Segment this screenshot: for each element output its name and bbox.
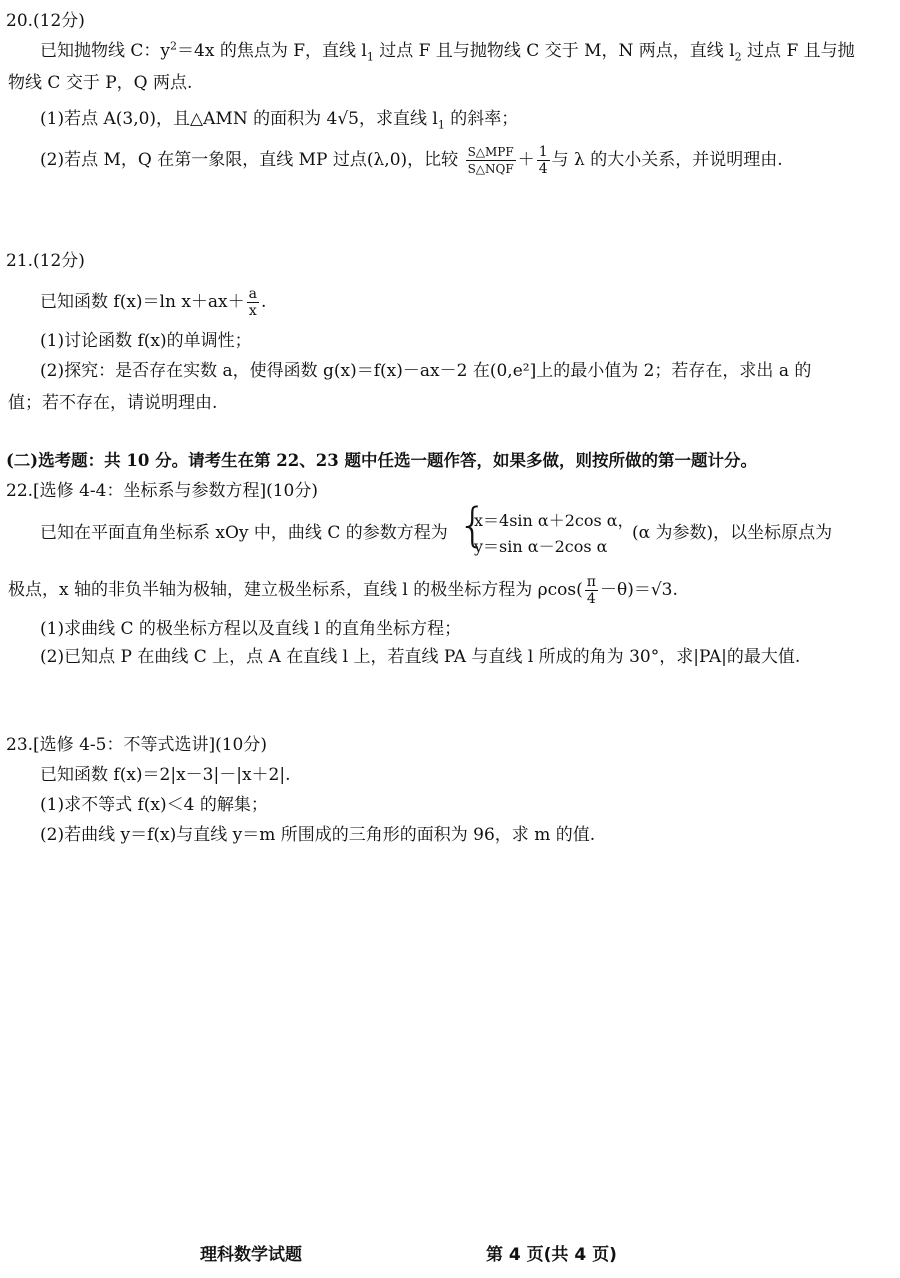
footer-page-number: 第 4 页(共 4 页)	[486, 1245, 617, 1265]
q21-part2-line2: 值；若不存在，请说明理由.	[8, 393, 218, 413]
brace-symbol: {	[458, 498, 488, 552]
q23-header: 23.[选修 4-5：不等式选讲](10分)	[6, 735, 267, 755]
q23-part2: (2)若曲线 y＝f(x)与直线 y＝m 所围成的三角形的面积为 96，求 m 的值.	[40, 825, 596, 845]
q22-stem-b: (α 为参数)，以坐标原点为	[632, 523, 833, 543]
q21-header: 21.(12分)	[6, 251, 85, 271]
q21-part2-line1: (2)探究：是否存在实数 a，使得函数 g(x)＝f(x)－ax－2 在(0,e²]上的最小值为 2；若存在，求出 a 的	[40, 361, 812, 381]
q22-stem-line2: 极点，x 轴的非负半轴为极轴，建立极坐标系，直线 l 的极坐标方程为 ρcos( $\frac{\pi}{4}$ －θ)＝√3.	[8, 574, 678, 607]
q21-fraction: $\frac{a}{x}$	[248, 286, 258, 319]
q22-parametric-system: { x＝4sin α＋2cos α， y＝sin α－2cos α	[458, 498, 634, 556]
q23-stem: 已知函数 f(x)＝2|x－3|－|x＋2|.	[40, 765, 291, 785]
footer-title: 理科数学试题	[200, 1245, 302, 1265]
q20-stem-line2: 物线 C 交于 P，Q 两点.	[8, 73, 193, 93]
q22-part2: (2)已知点 P 在曲线 C 上，点 A 在直线 l 上，若直线 PA 与直线 l 所成的角为 30°，求|PA|的最大值.	[40, 647, 801, 667]
q20-quarter-fraction: $\frac{1}{4}$	[538, 144, 548, 177]
q20-part1: (1)若点 A(3,0)，且△AMN 的面积为 4√5，求直线 $l_1$ 的斜率；	[40, 109, 519, 132]
q20-ratio-fraction: $\frac{\text{S△MPF}}{\text{S△NQF}}$	[467, 145, 514, 176]
q22-header: 22.[选修 4-4：坐标系与参数方程](10分)	[6, 481, 318, 501]
q22-part1: (1)求曲线 C 的极坐标方程以及直线 l 的直角坐标方程；	[40, 619, 462, 639]
q20-header: 20.(12分)	[6, 11, 85, 31]
q20-part2: (2)若点 M，Q 在第一象限，直线 MP 过点(λ,0)，比较 $\frac{\text{S△MPF}}{\text{S△NQF}}$ ＋ $\frac{1}{4}$ 与 λ 的大小关系，并说明理由.	[40, 144, 783, 177]
q20-stem-line1: 已知抛物线 C：$y^2=4x$ 的焦点为 F，直线 $l_1$ 过点 F 且与抛物线 C 交于 M，N 两点，直线 $l_2$ 过点 F 且与抛	[40, 39, 855, 64]
q22-pi-fraction: $\frac{\pi}{4}$	[586, 574, 596, 607]
q23-part1: (1)求不等式 f(x)＜4 的解集；	[40, 795, 268, 815]
q21-part1: (1)讨论函数 f(x)的单调性；	[40, 331, 252, 351]
q22-stem-a: 已知在平面直角坐标系 xOy 中，曲线 C 的参数方程为	[40, 523, 448, 543]
section2-title: (二)选考题：共 10 分。请考生在第 22、23 题中任选一题作答，如果多做，则按所做的第一题计分。	[6, 451, 757, 470]
q21-stem: 已知函数 f(x)＝ln x＋ax＋ $\frac{a}{x}$ .	[40, 286, 267, 319]
